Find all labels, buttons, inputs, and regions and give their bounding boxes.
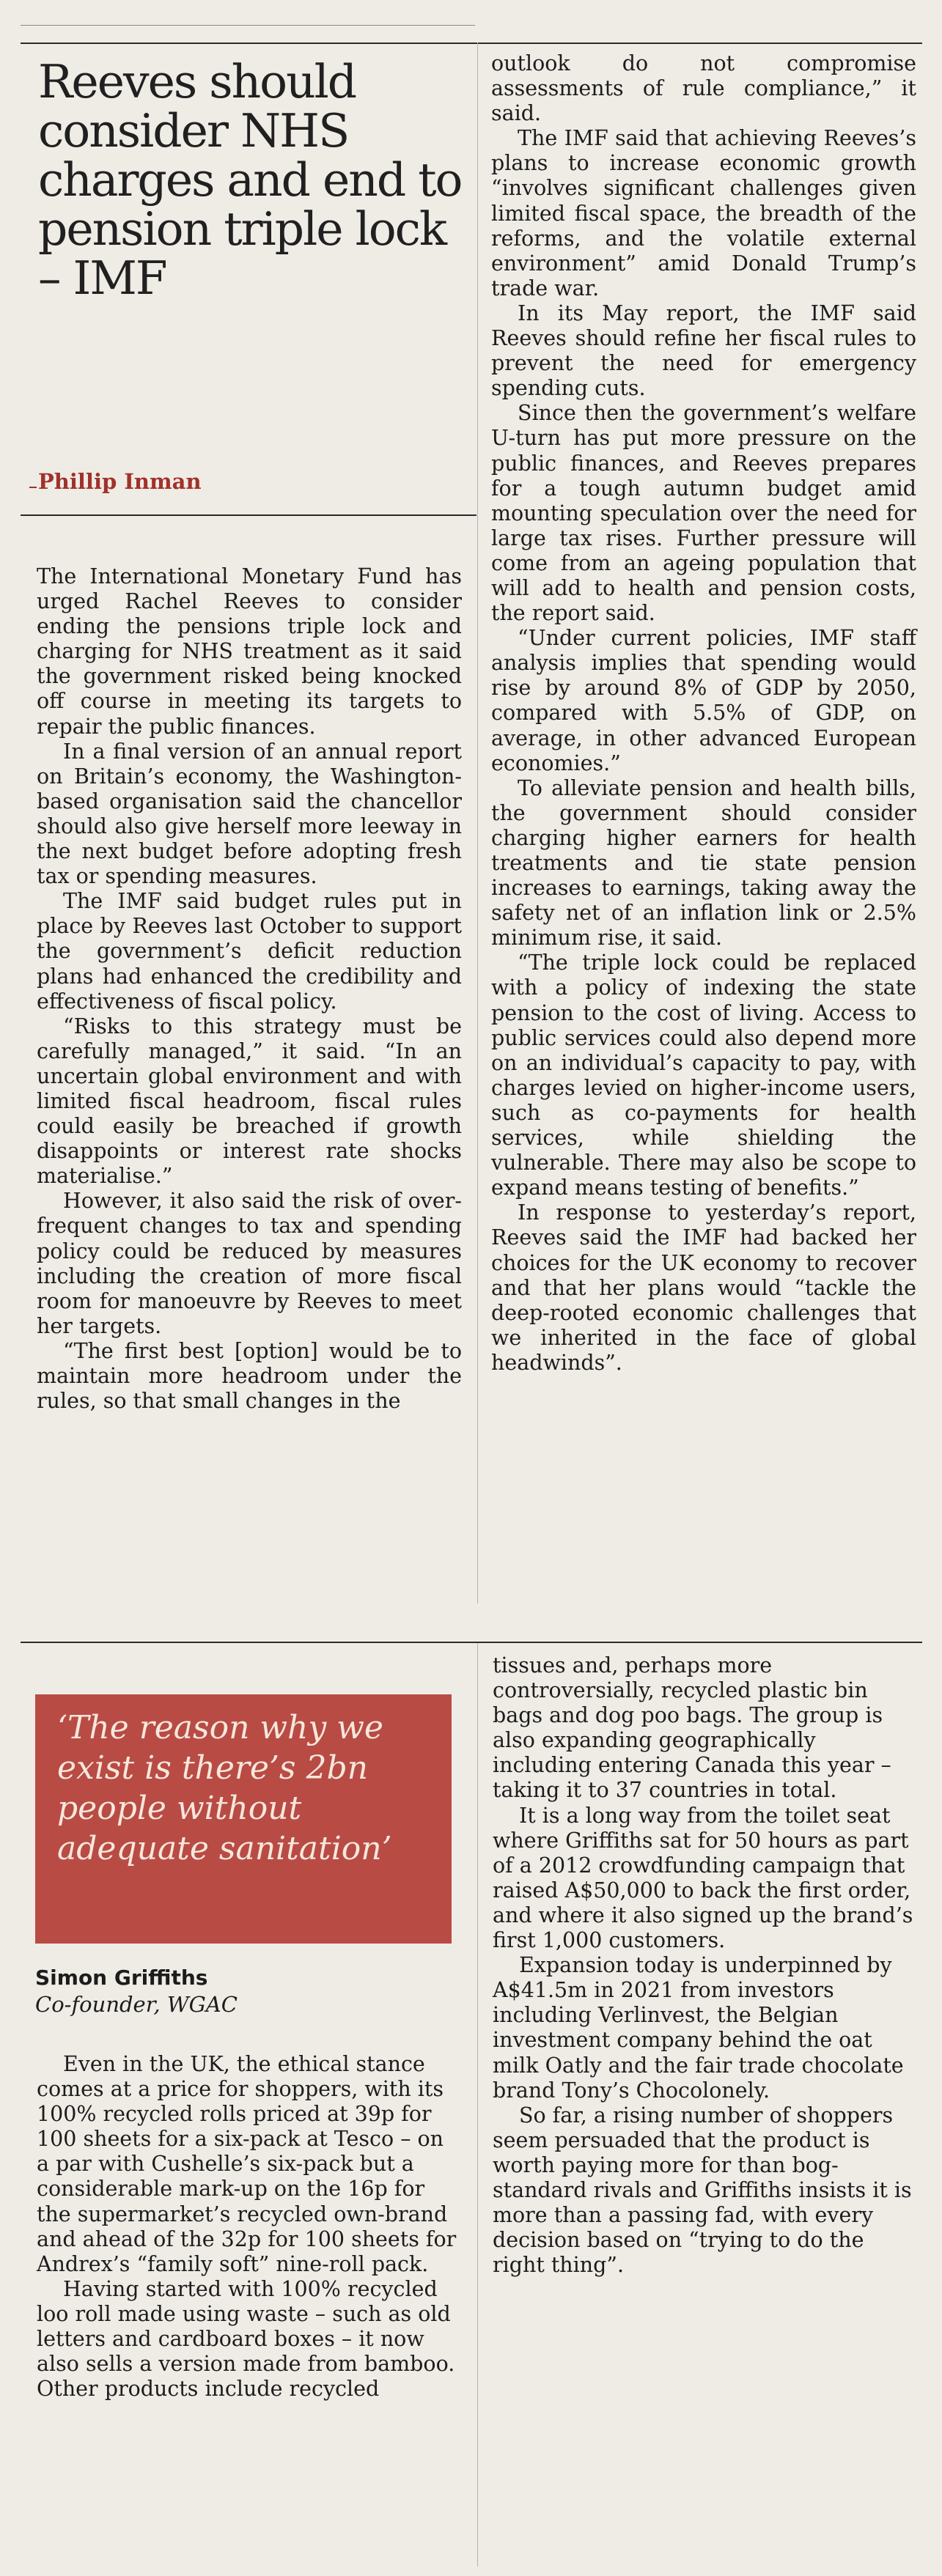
top-rule xyxy=(21,43,922,44)
quote-attribution-role: Co-founder, WGAC xyxy=(35,1992,238,2017)
paragraph: It is a long way from the toilet seat where Griffiths sat for 50 hours as part of a 2012 crowdfunding campaign that raised A$50,000 to back the first order, and where it also signed up the brand’s first 1,000 customers. xyxy=(493,1803,913,1953)
quote-attribution-name: Simon Griffiths xyxy=(35,1966,208,1990)
pull-quote: ‘The reason why we exist is there’s 2bn people without adequate sanitation’ xyxy=(57,1709,392,1867)
paragraph: “Under current policies, IMF staff analysis implies that spending would rise by around 8% of GDP by 2050, compared with 5.5% of GDP, on average, in other advanced European economies.” xyxy=(491,626,916,775)
paragraph: Expansion today is underpinned by A$41.5m in 2021 from investors including Verlinvest, the Belgian investment company behind the oat milk Oatly and the fair trade chocolate brand Tony’s Chocolonely. xyxy=(493,1953,904,2103)
article1-column-1 xyxy=(37,564,462,1414)
paragraph: So far, a rising number of shoppers seem persuaded that the product is worth paying more for than bog-standard rivals and Griffiths insists it is more than a passing fad, with every decision based on “trying to do the right thing”. xyxy=(493,2103,912,2278)
paragraph: Even in the UK, the ethical stance comes at a price for shoppers, with its 100% recycled rolls priced at 39p for 100 sheets for a six-pack at Tesco – on a par with Cushelle’s six-pack but a considerable mark-up on the 16p for the supermarket’s recycled own-brand and ahead of the 32p for 100 sheets for Andrex’s “family soft” nine-roll pack. xyxy=(37,2052,457,2276)
paragraph: The IMF said that achieving Reeves’s plans to increase economic growth “involves significant challenges given limited fiscal space, the breadth of the reforms, and the volatile external environment” amid Donald Trump’s trade war. xyxy=(491,126,916,300)
paragraph: However, it also said the risk of over-frequent changes to tax and spending policy could be reduced by measures including the creation of more fiscal room for manoeuvre by Reeves to meet her targets. xyxy=(37,1189,462,1338)
byline-marker xyxy=(29,487,37,488)
byline-rule xyxy=(21,514,476,516)
article2-column-1 xyxy=(37,2052,462,2402)
paragraph: To alleviate pension and health bills, the government should consider charging higher earners for health treatments and tie state pension increases to earnings, taking away the safety net of an inflation link or 2.5% minimum rise, it said. xyxy=(491,775,916,951)
paragraph: “The triple lock could be replaced with a policy of indexing the state pension to the cost of living. Access to public services could also depend more on an individual’s capacity to pay, with charges levied on higher-income users, such as co-payments for health services, while shielding the vulnerable. There may also be scope to expand means testing of benefits.” xyxy=(491,951,916,1200)
paragraph: In a final version of an annual report on Britain’s economy, the Washington-based organisation said the chancellor should also give herself more leeway in the next budget before adopting fresh tax or spending measures. xyxy=(37,739,462,889)
paragraph: outlook do not compromise assessments of rule compliance,” it said. xyxy=(491,51,916,126)
paragraph: “The first best [option] would be to maintain more headroom under the rules, so that small changes in the xyxy=(37,1338,462,1414)
paragraph: Since then the government’s welfare U-turn has put more pressure on the public finances, and Reeves prepares for a tough autumn budget amid mounting speculation over the need for large tax rises. Further pressure will come from an ageing population that will add to health and pension costs, the report said. xyxy=(491,401,916,626)
top-thin-rule xyxy=(21,25,475,26)
paragraph: “Risks to this strategy must be carefully managed,” it said. “In an uncertain global environment and with limited fiscal headroom, fiscal rules could easily be breached if growth disappoints or interest rate shocks materialise.” xyxy=(37,1014,462,1189)
headline: Reeves should consider NHS charges and end to pension triple lock – IMF xyxy=(38,55,462,305)
paragraph: tissues and, perhaps more controversially, recycled plastic bin bags and dog poo bags. The group is also expanding geographically including entering Canada this year – taking it to 37 countries in total. xyxy=(493,1653,891,1803)
paragraph: In its May report, the IMF said Reeves should refine her fiscal rules to prevent the need for emergency spending cuts. xyxy=(491,300,916,401)
paragraph: The International Monetary Fund has urged Rachel Reeves to consider ending the pensions triple lock and charging for NHS treatment as it said the government risked being knocked off course in meeting its targets to repair the public finances. xyxy=(37,564,462,739)
paragraph: In response to yesterday’s report, Reeves said the IMF had backed her choices for the UK economy to recover and that her plans would “tackle the deep-rooted economic challenges that we inherited in the face of global headwinds”. xyxy=(491,1200,916,1375)
column-separator xyxy=(477,1643,478,2566)
article2-column-2 xyxy=(493,1653,914,2278)
pull-quote-box xyxy=(35,1694,452,1944)
byline: Phillip Inman xyxy=(38,469,202,494)
paragraph: The IMF said budget rules put in place by Reeves last October to support the government’s deficit reduction plans had enhanced the credibility and effectiveness of fiscal policy. xyxy=(37,889,462,1014)
section-divider xyxy=(21,1642,922,1643)
article1-column-2 xyxy=(491,51,916,1376)
paragraph: Having started with 100% recycled loo roll made using waste – such as old letters and cardboard boxes – it now also sells a version made from bamboo. Other products include recycled xyxy=(37,2276,455,2402)
